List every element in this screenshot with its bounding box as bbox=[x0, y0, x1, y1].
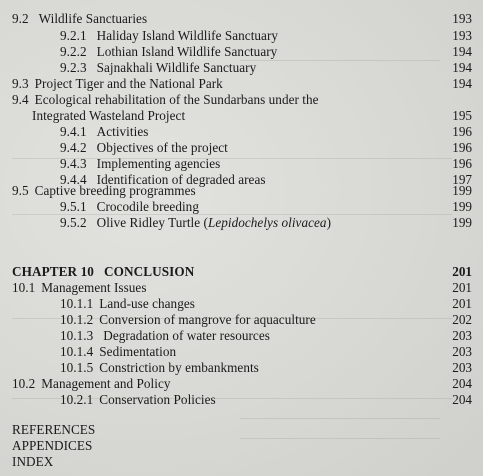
page-number: 201 bbox=[452, 280, 472, 295]
chapter-title: CONCLUSION bbox=[103, 264, 195, 279]
section-number: 9.2 bbox=[12, 11, 29, 26]
toc-entry-10-1-3[interactable] bbox=[60, 328, 270, 344]
section-number: 10.2 bbox=[12, 376, 36, 391]
section-title: Degradation of water resources bbox=[103, 328, 270, 343]
section-title: Crocodile breeding bbox=[96, 199, 199, 214]
toc-entry-appendices[interactable]: APPENDICES bbox=[12, 438, 93, 453]
toc-entry-10-2[interactable] bbox=[12, 376, 171, 392]
section-number: 9.3 bbox=[12, 76, 29, 91]
section-title: Sedimentation bbox=[99, 344, 177, 359]
section-title: Wildlife Sanctuaries bbox=[38, 11, 148, 26]
section-number: 10.1.3 bbox=[60, 328, 94, 343]
section-title: Conversion of mangrove for aquaculture bbox=[99, 312, 316, 327]
section-number: 9.2.1 bbox=[60, 28, 87, 43]
section-number: 10.1.4 bbox=[60, 344, 94, 359]
toc-entry-9-4[interactable] bbox=[12, 92, 319, 108]
page-number: 196 bbox=[452, 140, 472, 155]
toc-entry-chapter-10[interactable] bbox=[12, 264, 194, 280]
section-number: 9.4.3 bbox=[60, 156, 87, 171]
toc-entry-9-4-3[interactable] bbox=[60, 156, 220, 172]
section-title: Integrated Wasteland Project bbox=[32, 108, 186, 123]
toc-entry-10-1-1[interactable] bbox=[60, 296, 195, 312]
toc-entry-10-1-4[interactable] bbox=[60, 344, 176, 360]
toc-entry-9-4-2[interactable] bbox=[60, 140, 228, 156]
page-number: 193 bbox=[452, 11, 472, 26]
toc-entry-9-5-2[interactable] bbox=[60, 215, 331, 231]
section-title: Activities bbox=[96, 124, 149, 139]
section-number: 10.1.2 bbox=[60, 312, 94, 327]
chapter-number: CHAPTER 10 bbox=[12, 264, 94, 279]
section-title: Conservation Policies bbox=[99, 392, 216, 407]
section-number: 10.2.1 bbox=[60, 392, 94, 407]
section-title: Management Issues bbox=[41, 280, 147, 295]
toc-entry-9-2-3[interactable] bbox=[60, 60, 256, 76]
section-title: Captive breeding programmes bbox=[34, 183, 196, 198]
section-number: 10.1 bbox=[12, 280, 36, 295]
section-number: 9.4.1 bbox=[60, 124, 87, 139]
page-number: 195 bbox=[452, 108, 472, 123]
page-number: 201 bbox=[452, 296, 472, 311]
page-number: 202 bbox=[452, 312, 472, 327]
page-number: 193 bbox=[452, 28, 472, 43]
page-number: 194 bbox=[452, 44, 472, 59]
section-title: Land-use changes bbox=[99, 296, 195, 311]
toc-entry-9-2[interactable] bbox=[12, 11, 147, 27]
page-number: 194 bbox=[452, 76, 472, 91]
section-title: Objectives of the project bbox=[96, 140, 228, 155]
section-title: Project Tiger and the National Park bbox=[34, 76, 223, 91]
page-number: 203 bbox=[452, 328, 472, 343]
page-number: 203 bbox=[452, 344, 472, 359]
toc-entry-10-2-1[interactable] bbox=[60, 392, 216, 408]
page-number: 197 bbox=[452, 172, 472, 187]
page-number: 203 bbox=[452, 360, 472, 375]
section-title-suffix: ) bbox=[326, 215, 332, 230]
page-number: 199 bbox=[452, 215, 472, 230]
section-number: 9.2.2 bbox=[60, 44, 87, 59]
section-number: 9.4 bbox=[12, 92, 29, 107]
section-number: 9.5.1 bbox=[60, 199, 87, 214]
section-title: Identification of degraded areas bbox=[96, 172, 266, 187]
page-number: 196 bbox=[452, 156, 472, 171]
section-title: Ecological rehabilitation of the Sundarbans under the bbox=[34, 92, 319, 107]
page-number: 201 bbox=[452, 264, 472, 279]
toc-entry-10-1[interactable] bbox=[12, 280, 147, 296]
toc-entry-9-2-2[interactable] bbox=[60, 44, 277, 60]
section-number: 9.2.3 bbox=[60, 60, 87, 75]
section-title: Constriction by embankments bbox=[99, 360, 259, 375]
page-number: 196 bbox=[452, 124, 472, 139]
page-number: 199 bbox=[452, 199, 472, 214]
page-number: 194 bbox=[452, 60, 472, 75]
toc-entry-index[interactable]: INDEX bbox=[12, 454, 54, 469]
section-number: 9.4.2 bbox=[60, 140, 87, 155]
section-number: 9.5.2 bbox=[60, 215, 87, 230]
section-title: Sajnakhali Wildlife Sanctuary bbox=[96, 60, 257, 75]
section-title: Management and Policy bbox=[41, 376, 171, 391]
toc-entry-9-4-1[interactable] bbox=[60, 124, 148, 140]
section-title-prefix: Olive Ridley Turtle ( bbox=[96, 215, 208, 230]
toc-entry-9-5[interactable] bbox=[12, 183, 196, 199]
section-title: Lothian Island Wildlife Sanctuary bbox=[96, 44, 278, 59]
section-number: 9.4.4 bbox=[60, 172, 87, 187]
toc-entry-9-5-1[interactable] bbox=[60, 199, 199, 215]
page-number: 204 bbox=[452, 392, 472, 407]
toc-entry-9-2-1[interactable] bbox=[60, 28, 278, 44]
section-title: Haliday Island Wildlife Sanctuary bbox=[96, 28, 279, 43]
section-number: 9.5 bbox=[12, 183, 29, 198]
section-number: 10.1.1 bbox=[60, 296, 94, 311]
toc-entry-10-1-5[interactable] bbox=[60, 360, 259, 376]
toc-entry-references[interactable]: REFERENCES bbox=[12, 422, 96, 437]
section-title: Implementing agencies bbox=[96, 156, 221, 171]
toc-entry-9-4-continued[interactable] bbox=[32, 108, 185, 124]
page-number: 199 bbox=[452, 183, 472, 198]
species-name: Lepidochelys olivacea bbox=[207, 215, 327, 230]
section-number: 10.1.5 bbox=[60, 360, 94, 375]
toc-entry-10-1-2[interactable] bbox=[60, 312, 316, 328]
toc-entry-9-3[interactable] bbox=[12, 76, 223, 92]
page-number: 204 bbox=[452, 376, 472, 391]
